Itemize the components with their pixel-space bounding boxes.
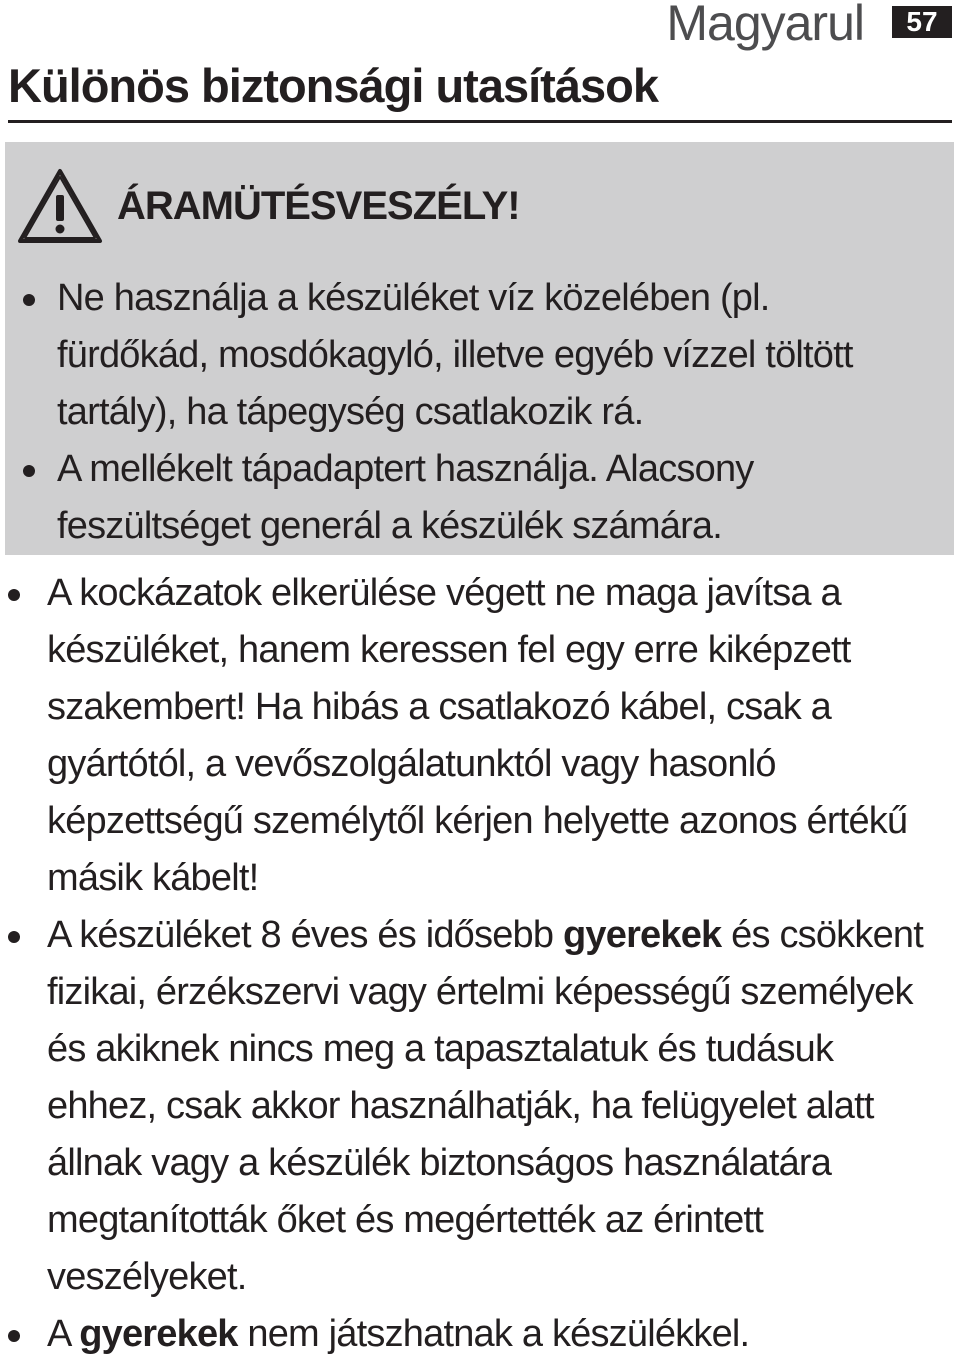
item-text: A kockázatok elkerülése végett ne maga javítsa a készüléket, hanem keressen fel egy erre kiképzett szakembert! Ha hibás a csatlakozó kábel, csak a gyártótól, a vevőszolgálatunktól vagy hasonló képzettségű személytől kérjen helyette azonos értékű másik kábelt!	[47, 572, 908, 899]
warning-triangle-icon	[17, 167, 103, 245]
list-item	[0, 1306, 960, 1363]
list-item	[0, 907, 960, 1306]
item-text: és csökkent fizikai, érzékszervi vagy értelmi képességű személyek és akiknek nincs meg a tapasztalatuk és tudásuk ehhez, csak akkor használhatják, ha felügyelet alatt állnak vagy a készülék biztonságos használatára megtanították őket és megértették az érintett veszélyeket.	[47, 914, 923, 1298]
title-divider	[8, 120, 952, 123]
list-item	[0, 565, 960, 907]
item-text: A	[47, 1313, 80, 1355]
header-language: Magyarul	[666, 0, 864, 51]
warning-heading: ÁRAMÜTÉSVESZÉLY!	[117, 184, 520, 228]
item-emphasis: gyerekek	[562, 914, 722, 956]
item-text: A készüléket 8 éves és idősebb	[47, 914, 563, 956]
bullet	[8, 931, 20, 943]
list-item	[5, 270, 954, 441]
warning-list	[5, 270, 954, 555]
page-number: 57	[892, 6, 952, 38]
list-item	[5, 441, 954, 555]
instruction-list	[0, 565, 960, 1363]
bullet	[8, 1330, 20, 1342]
item-text: Ne használja a készüléket víz közelében (pl. fürdőkád, mosdókagyló, illetve egyéb vízzel töltött tartály), ha tápegység csatlakozik rá.	[57, 277, 853, 433]
bullet	[23, 294, 35, 306]
item-text: A mellékelt tápadaptert használja. Alacsony feszültséget generál a készülék számára.	[57, 448, 754, 547]
warning-box	[5, 142, 954, 555]
bullet	[23, 465, 35, 477]
bullet	[8, 589, 20, 601]
section-title: Különös biztonsági utasítások	[8, 59, 658, 112]
item-text: nem játszhatnak a készülékkel.	[237, 1313, 750, 1355]
item-emphasis: gyerekek	[79, 1313, 238, 1355]
